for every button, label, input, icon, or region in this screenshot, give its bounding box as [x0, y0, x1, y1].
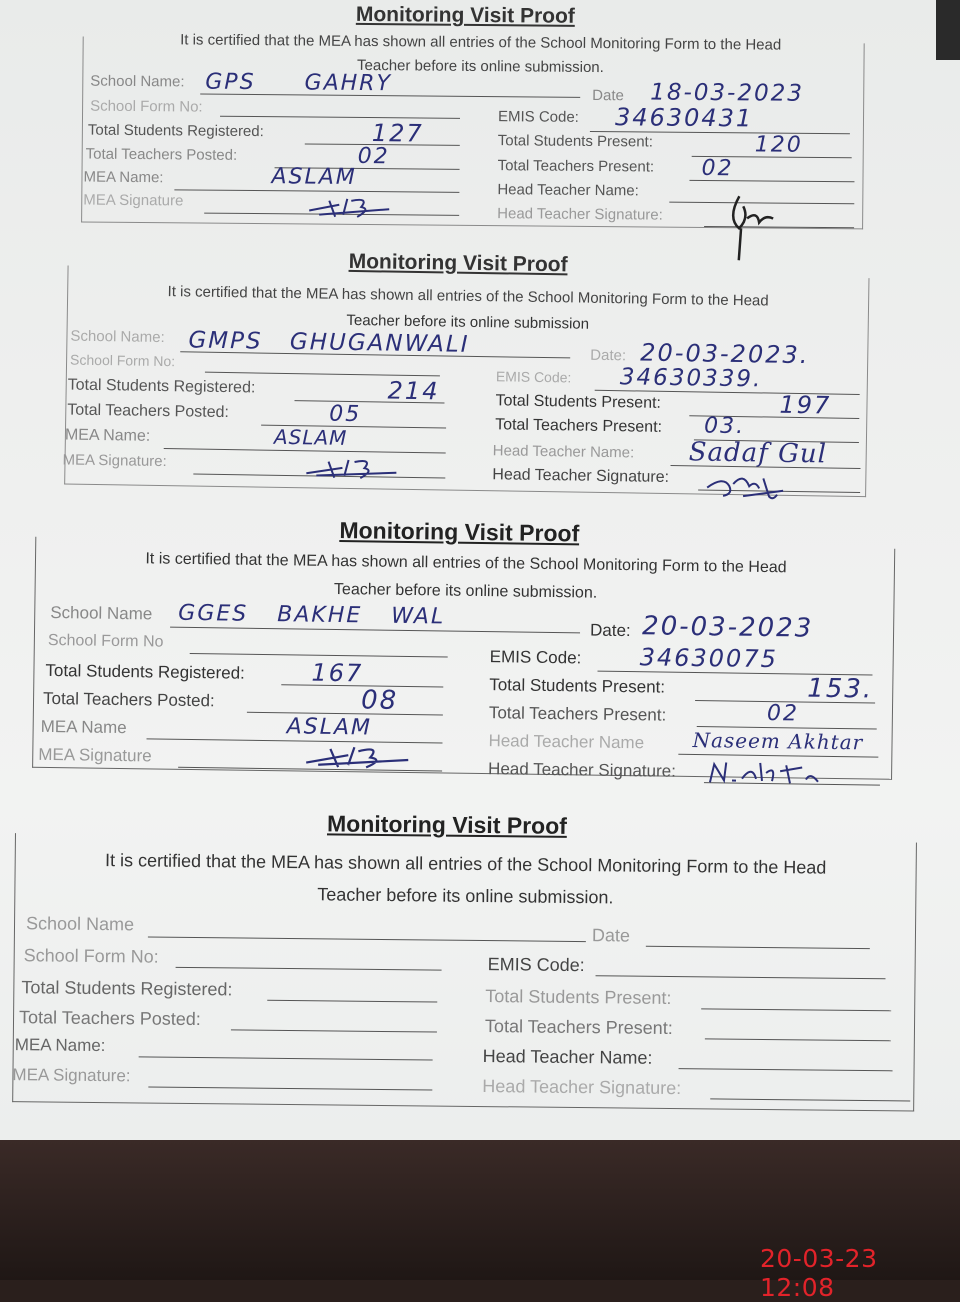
label-total-teachers-posted: Total Teachers Posted: — [67, 401, 230, 422]
head-teacher-signature-image — [706, 756, 826, 790]
value-emis-code: 34630339. — [619, 364, 763, 393]
certification-line-1: It is certified that the MEA has shown all entries of the School Monitoring Form to the Head — [180, 31, 782, 54]
label-date: Date: — [589, 620, 631, 641]
value-total-teachers-present: 03. — [703, 413, 746, 440]
value-mea-name: ASLAM — [273, 424, 348, 450]
label-total-students-registered: Total Students Registered: — [67, 376, 256, 397]
value-school-name: GGES BAKHE WAL — [178, 600, 446, 630]
label-school-form-no: School Form No: — [69, 351, 176, 370]
label-emis-code: EMIS Code: — [497, 108, 579, 126]
value-emis-code: 34630431 — [614, 103, 754, 133]
label-school-name: School Name — [50, 602, 153, 624]
value-total-students-registered: 127 — [371, 119, 424, 148]
label-total-teachers-present: Total Teachers Present: — [497, 157, 655, 176]
certification-line-1: It is certified that the MEA has shown all entries of the School Monitoring Form to the Head — [104, 850, 827, 878]
label-total-teachers-posted: Total Teachers Posted: — [42, 688, 215, 711]
label-school-form-no: School Form No: — [23, 945, 159, 967]
value-total-students-present: 153. — [807, 673, 874, 705]
label-emis-code: EMIS Code: — [495, 368, 572, 386]
label-total-teachers-present: Total Teachers Present: — [495, 416, 663, 436]
label-mea-name: MEA Name — [40, 716, 127, 738]
certification-line-1: It is certified that the MEA has shown all entries of the School Monitoring Form to the Head — [145, 550, 787, 577]
label-school-form-no: School Form No — [47, 631, 164, 651]
label-mea-signature: MEA Signature — [83, 191, 184, 210]
mea-signature-image — [298, 451, 408, 485]
label-total-teachers-posted: Total Teachers Posted: — [18, 1007, 201, 1030]
camera-timestamp: 20-03-23 12:08 — [760, 1244, 878, 1302]
monitoring-form-3 — [0, 508, 960, 801]
certification-line-2: Teacher before its online submission. — [317, 884, 614, 908]
certification-line-2: Teacher before its online submission — [346, 311, 590, 333]
value-date: 18-03-2023 — [650, 79, 805, 107]
label-total-students-present: Total Students Present: — [497, 132, 653, 151]
label-mea-name: MEA Name: — [64, 426, 151, 445]
value-head-teacher-name: Naseem Akhtar — [692, 727, 864, 755]
label-head-teacher-signature: Head Teacher Signature: — [488, 759, 677, 781]
value-school-name: GPS GAHRY — [205, 69, 393, 97]
label-total-students-present: Total Students Present: — [495, 392, 662, 412]
label-head-teacher-name: Head Teacher Name: — [482, 1046, 653, 1068]
head-teacher-signature-image — [703, 466, 794, 507]
label-mea-name: MEA Name: — [14, 1035, 106, 1056]
value-total-teachers-present: 02 — [766, 701, 800, 727]
label-total-students-present: Total Students Present: — [489, 675, 666, 697]
label-date: Date — [591, 925, 631, 946]
label-mea-signature: MEA Signature — [38, 744, 152, 766]
label-total-students-registered: Total Students Registered: — [87, 121, 264, 141]
form-title: Monitoring Visit Proof — [355, 2, 575, 28]
value-date: 20-03-2023 — [641, 611, 814, 644]
value-emis-code: 34630075 — [639, 643, 779, 674]
label-school-name: School Name: — [70, 327, 165, 347]
label-mea-signature: MEA Signature: — [12, 1065, 131, 1086]
form-title: Monitoring Visit Proof — [339, 517, 580, 547]
value-mea-name: ASLAM — [271, 164, 357, 190]
label-mea-name: MEA Name: — [83, 168, 164, 187]
label-school-name: School Name: — [90, 72, 185, 91]
label-total-students-present: Total Students Present: — [485, 986, 672, 1009]
mea-signature-image — [299, 190, 409, 223]
value-date: 20-03-2023. — [640, 338, 810, 370]
label-total-teachers-posted: Total Teachers Posted: — [85, 145, 238, 164]
value-total-students-present: 197 — [779, 390, 832, 420]
value-mea-name: ASLAM — [286, 714, 373, 741]
label-date: Date — [592, 86, 624, 105]
label-head-teacher-signature: Head Teacher Signature: — [492, 466, 670, 486]
value-total-students-registered: 214 — [387, 376, 440, 406]
label-school-name: School Name — [25, 913, 135, 935]
mea-signature-image — [298, 738, 428, 774]
label-head-teacher-name: Head Teacher Name: — [492, 442, 635, 462]
value-total-students-present: 120 — [754, 132, 803, 158]
value-total-teachers-posted: 05 — [329, 401, 362, 428]
label-total-teachers-present: Total Teachers Present: — [484, 1016, 673, 1039]
label-mea-signature: MEA Signature: — [62, 451, 167, 471]
form-title: Monitoring Visit Proof — [348, 249, 568, 277]
label-head-teacher-name: Head Teacher Name: — [497, 181, 639, 200]
value-total-teachers-posted: 02 — [357, 143, 390, 170]
value-total-students-registered: 167 — [311, 658, 364, 688]
form-title: Monitoring Visit Proof — [326, 810, 568, 839]
label-head-teacher-signature: Head Teacher Signature: — [482, 1076, 682, 1099]
label-emis-code: EMIS Code: — [489, 647, 582, 668]
monitoring-form-4 — [0, 805, 960, 1125]
label-date: Date: — [590, 346, 627, 365]
certification-line-2: Teacher before its online submission. — [333, 580, 598, 602]
label-total-students-registered: Total Students Registered: — [45, 660, 245, 683]
monitoring-form-1 — [0, 0, 960, 244]
label-total-students-registered: Total Students Registered: — [21, 977, 233, 1000]
certification-line-2: Teacher before its online submission. — [356, 56, 604, 77]
value-school-name: GMPS GHUGANWALI — [188, 327, 470, 358]
label-school-form-no: School Form No: — [90, 97, 203, 116]
value-total-teachers-present: 02 — [701, 155, 734, 182]
monitoring-form-2 — [0, 242, 960, 507]
value-head-teacher-name: Sadaf Gul — [688, 437, 828, 470]
label-head-teacher-name: Head Teacher Name — [488, 731, 645, 753]
label-emis-code: EMIS Code: — [487, 954, 585, 976]
label-total-teachers-present: Total Teachers Present: — [488, 703, 667, 725]
value-total-teachers-posted: 08 — [360, 685, 399, 716]
label-head-teacher-signature: Head Teacher Signature: — [497, 205, 663, 224]
certification-line-1: It is certified that the MEA has shown all entries of the School Monitoring Form to the Head — [167, 283, 769, 310]
